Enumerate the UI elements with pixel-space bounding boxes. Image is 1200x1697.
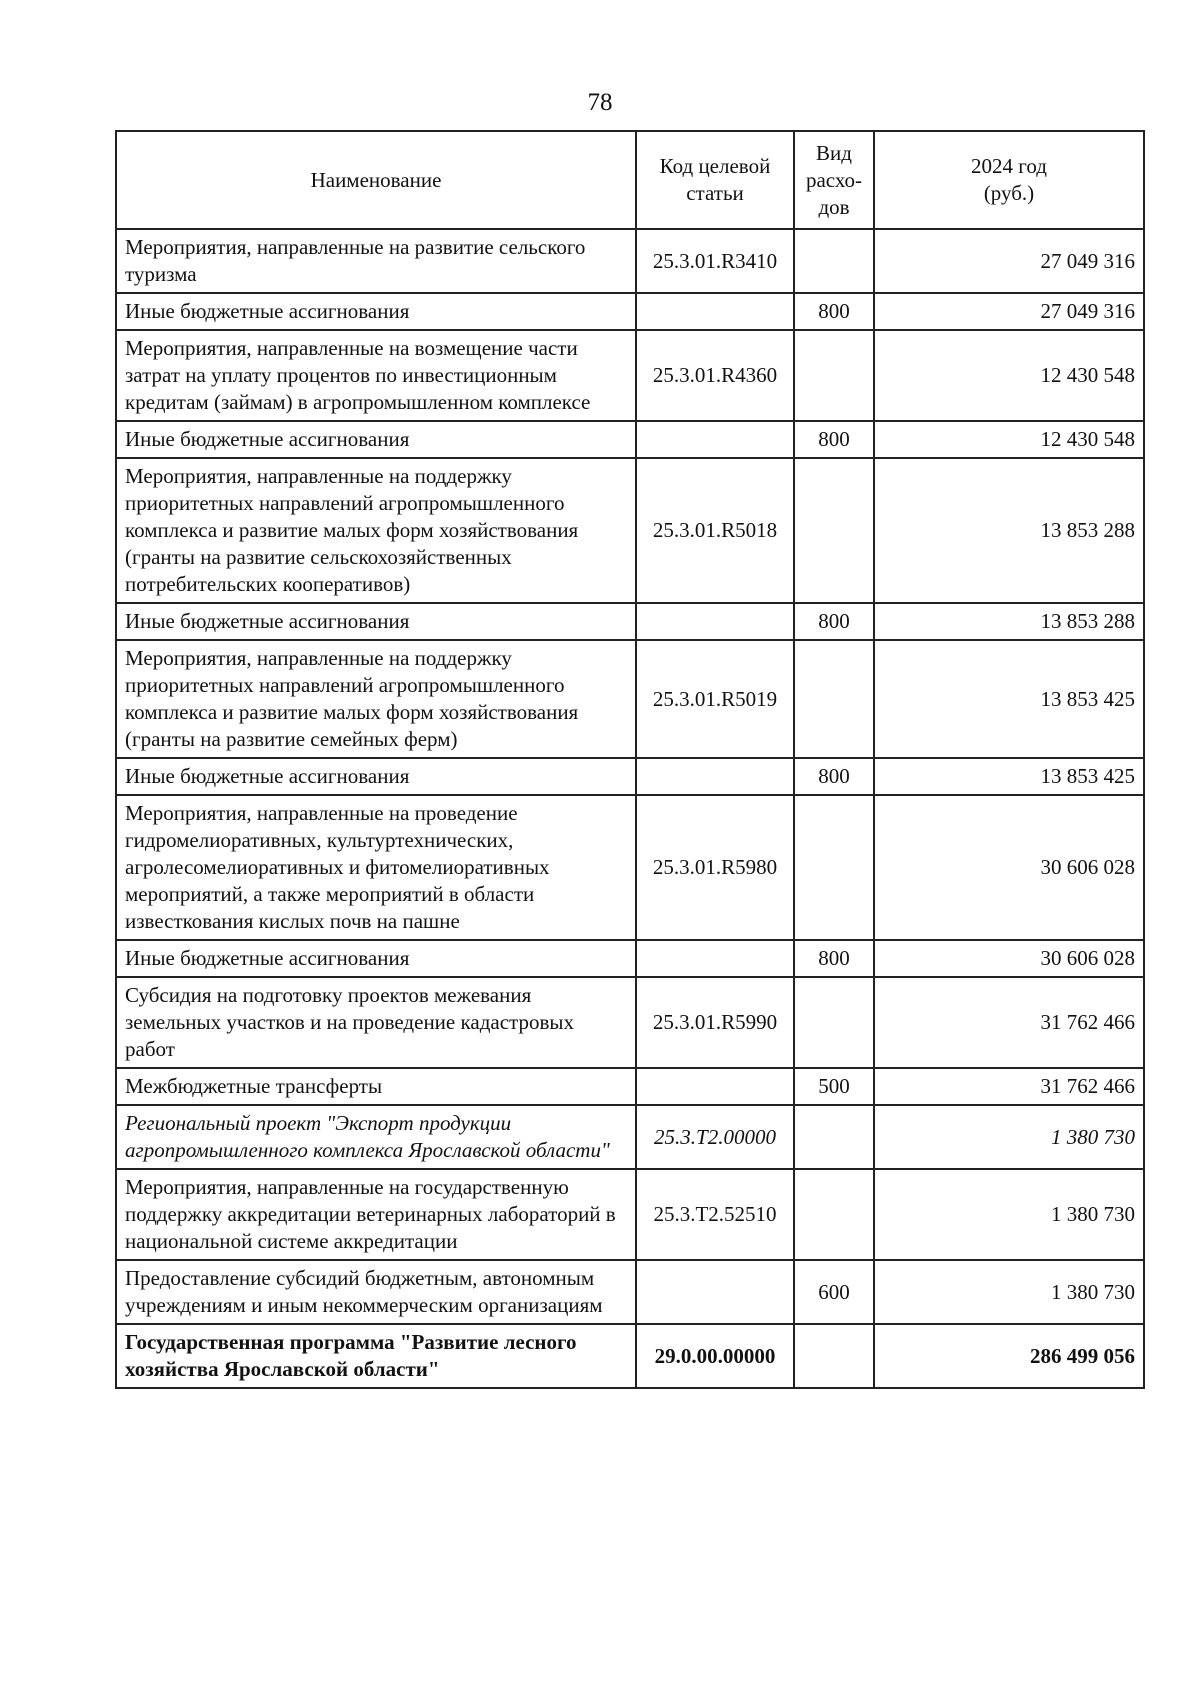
cell-kind (794, 1169, 874, 1260)
cell-code: 25.3.Т2.00000 (636, 1105, 794, 1169)
table-row (116, 977, 1144, 1068)
table-row (116, 458, 1144, 603)
cell-name: Иные бюджетные ассигнования (116, 603, 636, 640)
cell-code: 25.3.Т2.52510 (636, 1169, 794, 1260)
cell-code: 29.0.00.00000 (636, 1324, 794, 1388)
cell-amount: 13 853 288 (874, 603, 1144, 640)
cell-amount: 13 853 425 (874, 640, 1144, 758)
cell-code (636, 758, 794, 795)
cell-name: Иные бюджетные ассигнования (116, 758, 636, 795)
cell-name: Межбюджетные трансферты (116, 1068, 636, 1105)
cell-name: Мероприятия, направленные на возмещение части затрат на уплату процентов по инвестиционным кредитам (займам) в агропромышленном комплексе (116, 330, 636, 421)
cell-code (636, 603, 794, 640)
table-row (116, 421, 1144, 458)
cell-amount: 30 606 028 (874, 795, 1144, 940)
cell-code (636, 1068, 794, 1105)
cell-code: 25.3.01.R5018 (636, 458, 794, 603)
table-row (116, 229, 1144, 293)
table-row (116, 603, 1144, 640)
cell-amount: 12 430 548 (874, 421, 1144, 458)
cell-name: Иные бюджетные ассигнования (116, 293, 636, 330)
cell-name: Мероприятия, направленные на развитие сельского туризма (116, 229, 636, 293)
cell-amount: 27 049 316 (874, 229, 1144, 293)
cell-kind (794, 795, 874, 940)
cell-kind (794, 1324, 874, 1388)
cell-amount: 286 499 056 (874, 1324, 1144, 1388)
header-code: Код целевой статьи (636, 131, 794, 229)
cell-kind: 800 (794, 758, 874, 795)
cell-name: Мероприятия, направленные на поддержку приоритетных направлений агропромышленного комплекса и развитие малых форм хозяйствования (гранты на развитие сельскохозяйственных потребительских кооперативов) (116, 458, 636, 603)
cell-code (636, 1260, 794, 1324)
cell-kind: 600 (794, 1260, 874, 1324)
cell-kind: 800 (794, 940, 874, 977)
cell-kind: 500 (794, 1068, 874, 1105)
cell-code: 25.3.01.R5980 (636, 795, 794, 940)
table-body (116, 229, 1144, 1388)
cell-kind (794, 330, 874, 421)
cell-name: Региональный проект "Экспорт продукции агропромышленного комплекса Ярославской области" (116, 1105, 636, 1169)
cell-amount: 13 853 288 (874, 458, 1144, 603)
cell-code: 25.3.01.R4360 (636, 330, 794, 421)
table-row (116, 1068, 1144, 1105)
cell-code (636, 293, 794, 330)
cell-name: Предоставление субсидий бюджетным, автономным учреждениям и иным некоммерческим организациям (116, 1260, 636, 1324)
header-kind: Вид расхо- дов (794, 131, 874, 229)
cell-name: Мероприятия, направленные на государственную поддержку аккредитации ветеринарных лабораторий в национальной системе аккредитации (116, 1169, 636, 1260)
budget-table (115, 130, 1145, 1389)
cell-kind (794, 640, 874, 758)
cell-name: Субсидия на подготовку проектов межевания земельных участков и на проведение кадастровых работ (116, 977, 636, 1068)
table-row (116, 1105, 1144, 1169)
header-name: Наименование (116, 131, 636, 229)
cell-amount: 13 853 425 (874, 758, 1144, 795)
table-row (116, 795, 1144, 940)
cell-amount: 30 606 028 (874, 940, 1144, 977)
cell-name: Государственная программа "Развитие лесного хозяйства Ярославской области" (116, 1324, 636, 1388)
cell-amount: 12 430 548 (874, 330, 1144, 421)
cell-kind (794, 229, 874, 293)
cell-code: 25.3.01.R5019 (636, 640, 794, 758)
cell-kind: 800 (794, 293, 874, 330)
table-row (116, 1260, 1144, 1324)
cell-kind (794, 977, 874, 1068)
cell-kind: 800 (794, 603, 874, 640)
cell-code (636, 421, 794, 458)
cell-kind (794, 1105, 874, 1169)
table-header-row (116, 131, 1144, 229)
table-row (116, 1169, 1144, 1260)
cell-code: 25.3.01.R3410 (636, 229, 794, 293)
cell-kind: 800 (794, 421, 874, 458)
table-row (116, 1324, 1144, 1388)
cell-amount: 1 380 730 (874, 1260, 1144, 1324)
cell-amount: 27 049 316 (874, 293, 1144, 330)
cell-name: Иные бюджетные ассигнования (116, 421, 636, 458)
cell-amount: 1 380 730 (874, 1105, 1144, 1169)
cell-code (636, 940, 794, 977)
cell-amount: 31 762 466 (874, 977, 1144, 1068)
cell-code: 25.3.01.R5990 (636, 977, 794, 1068)
cell-amount: 1 380 730 (874, 1169, 1144, 1260)
page-number: 78 (587, 89, 613, 116)
table-row (116, 330, 1144, 421)
table-row (116, 293, 1144, 330)
cell-name: Мероприятия, направленные на поддержку приоритетных направлений агропромышленного комплекса и развитие малых форм хозяйствования (гранты на развитие семейных ферм) (116, 640, 636, 758)
cell-name: Мероприятия, направленные на проведение гидромелиоративных, культуртехнических, агролесомелиоративных и фитомелиоративных мероприятий, а также мероприятий в области известкования кислых почв на пашне (116, 795, 636, 940)
table-row (116, 940, 1144, 977)
table-row (116, 640, 1144, 758)
cell-name: Иные бюджетные ассигнования (116, 940, 636, 977)
table-row (116, 758, 1144, 795)
cell-amount: 31 762 466 (874, 1068, 1144, 1105)
cell-kind (794, 458, 874, 603)
header-amount: 2024 год (руб.) (874, 131, 1144, 229)
